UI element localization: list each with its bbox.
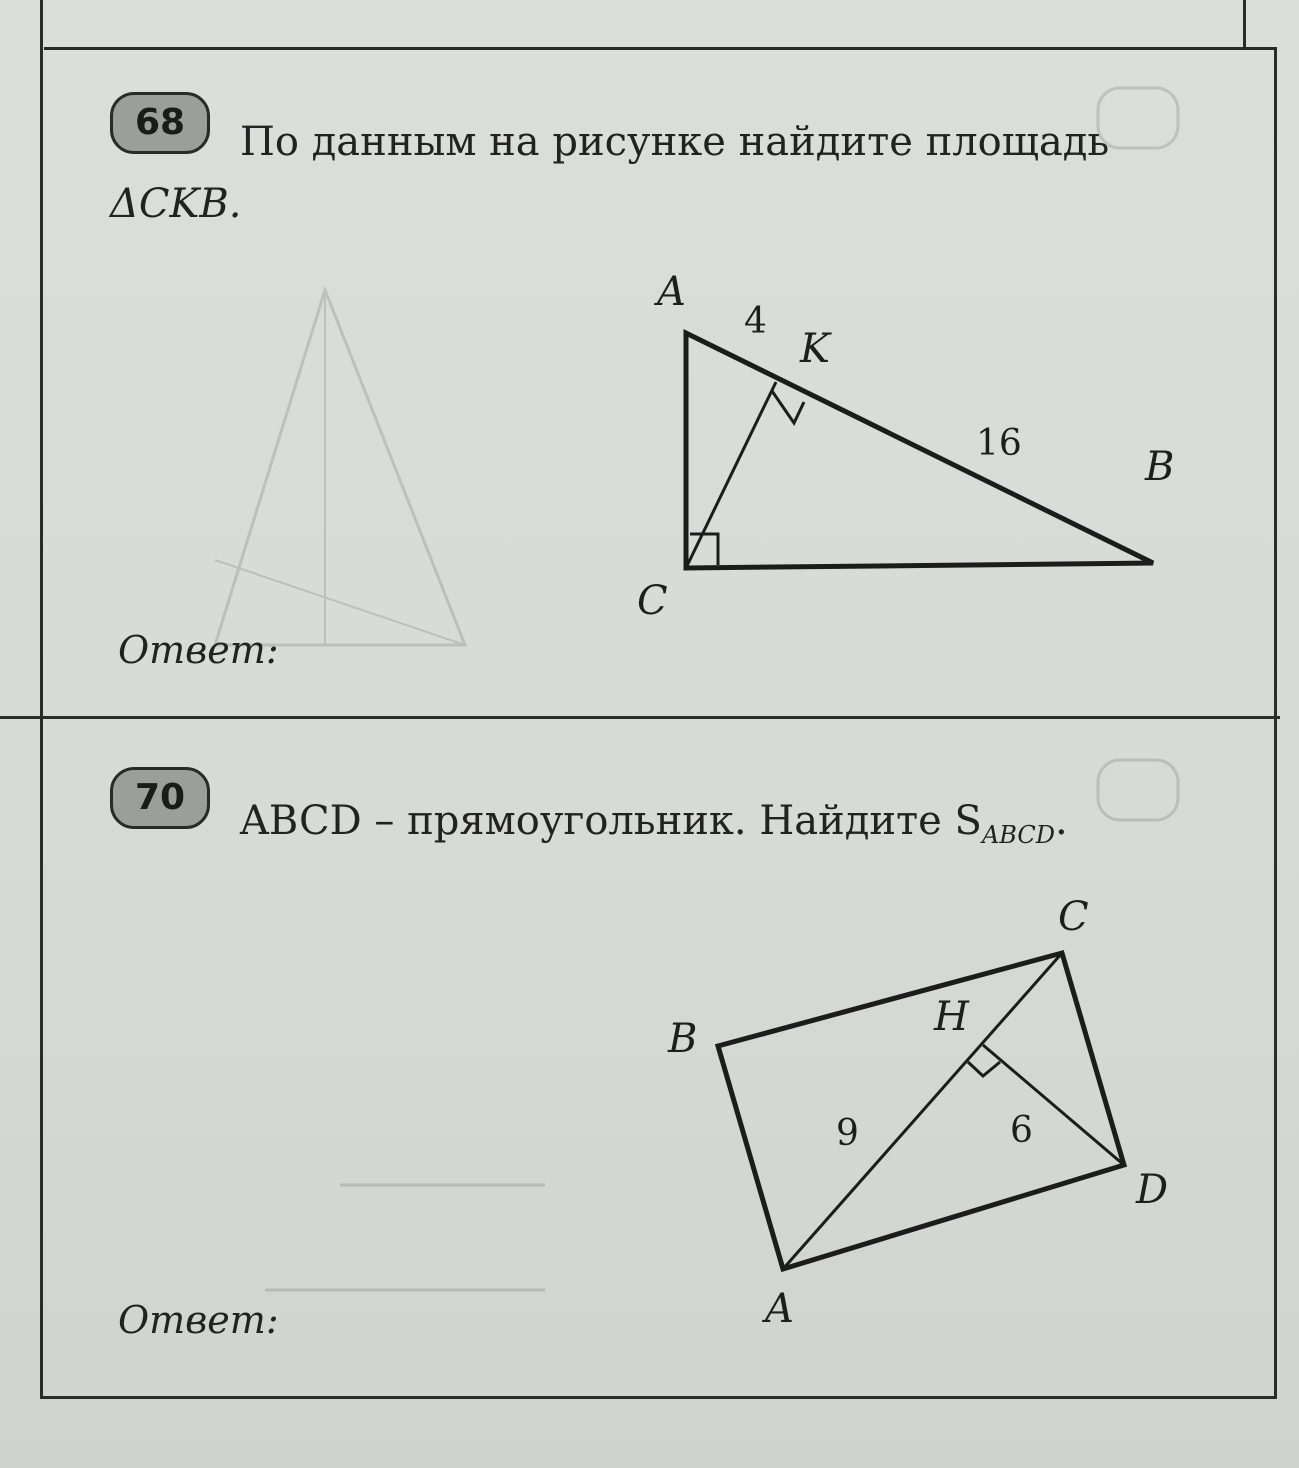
label-k: K <box>800 326 830 372</box>
answer-label: Ответ: <box>118 628 279 672</box>
label-b: B <box>668 1016 698 1062</box>
length-ah: 9 <box>836 1113 859 1154</box>
length-ak: 4 <box>744 301 767 342</box>
task-text-line2: ΔCKB. <box>110 181 242 227</box>
task-text-line1: По данным на рисунке найдите площадь <box>240 119 1110 165</box>
length-kb: 16 <box>976 423 1022 464</box>
task-text-subscript: ABCD <box>981 821 1055 849</box>
label-b: B <box>1145 444 1175 490</box>
label-d: D <box>1136 1167 1169 1213</box>
task-text-main: ABCD – прямоугольник. Найдите S <box>240 798 982 844</box>
label-c: C <box>637 578 668 624</box>
label-c: C <box>1058 894 1089 940</box>
perpendicular-dh <box>983 1045 1124 1165</box>
right-angle-mark-h <box>968 1062 1000 1076</box>
task-number-badge: 68 <box>110 92 210 154</box>
task-text-end: . <box>1054 798 1068 844</box>
label-a: A <box>765 1286 794 1332</box>
length-hd: 6 <box>1010 1110 1033 1151</box>
label-h: H <box>934 994 969 1040</box>
answer-label: Ответ: <box>118 1298 279 1342</box>
label-a: A <box>657 269 686 315</box>
task-number-badge: 70 <box>110 767 210 829</box>
